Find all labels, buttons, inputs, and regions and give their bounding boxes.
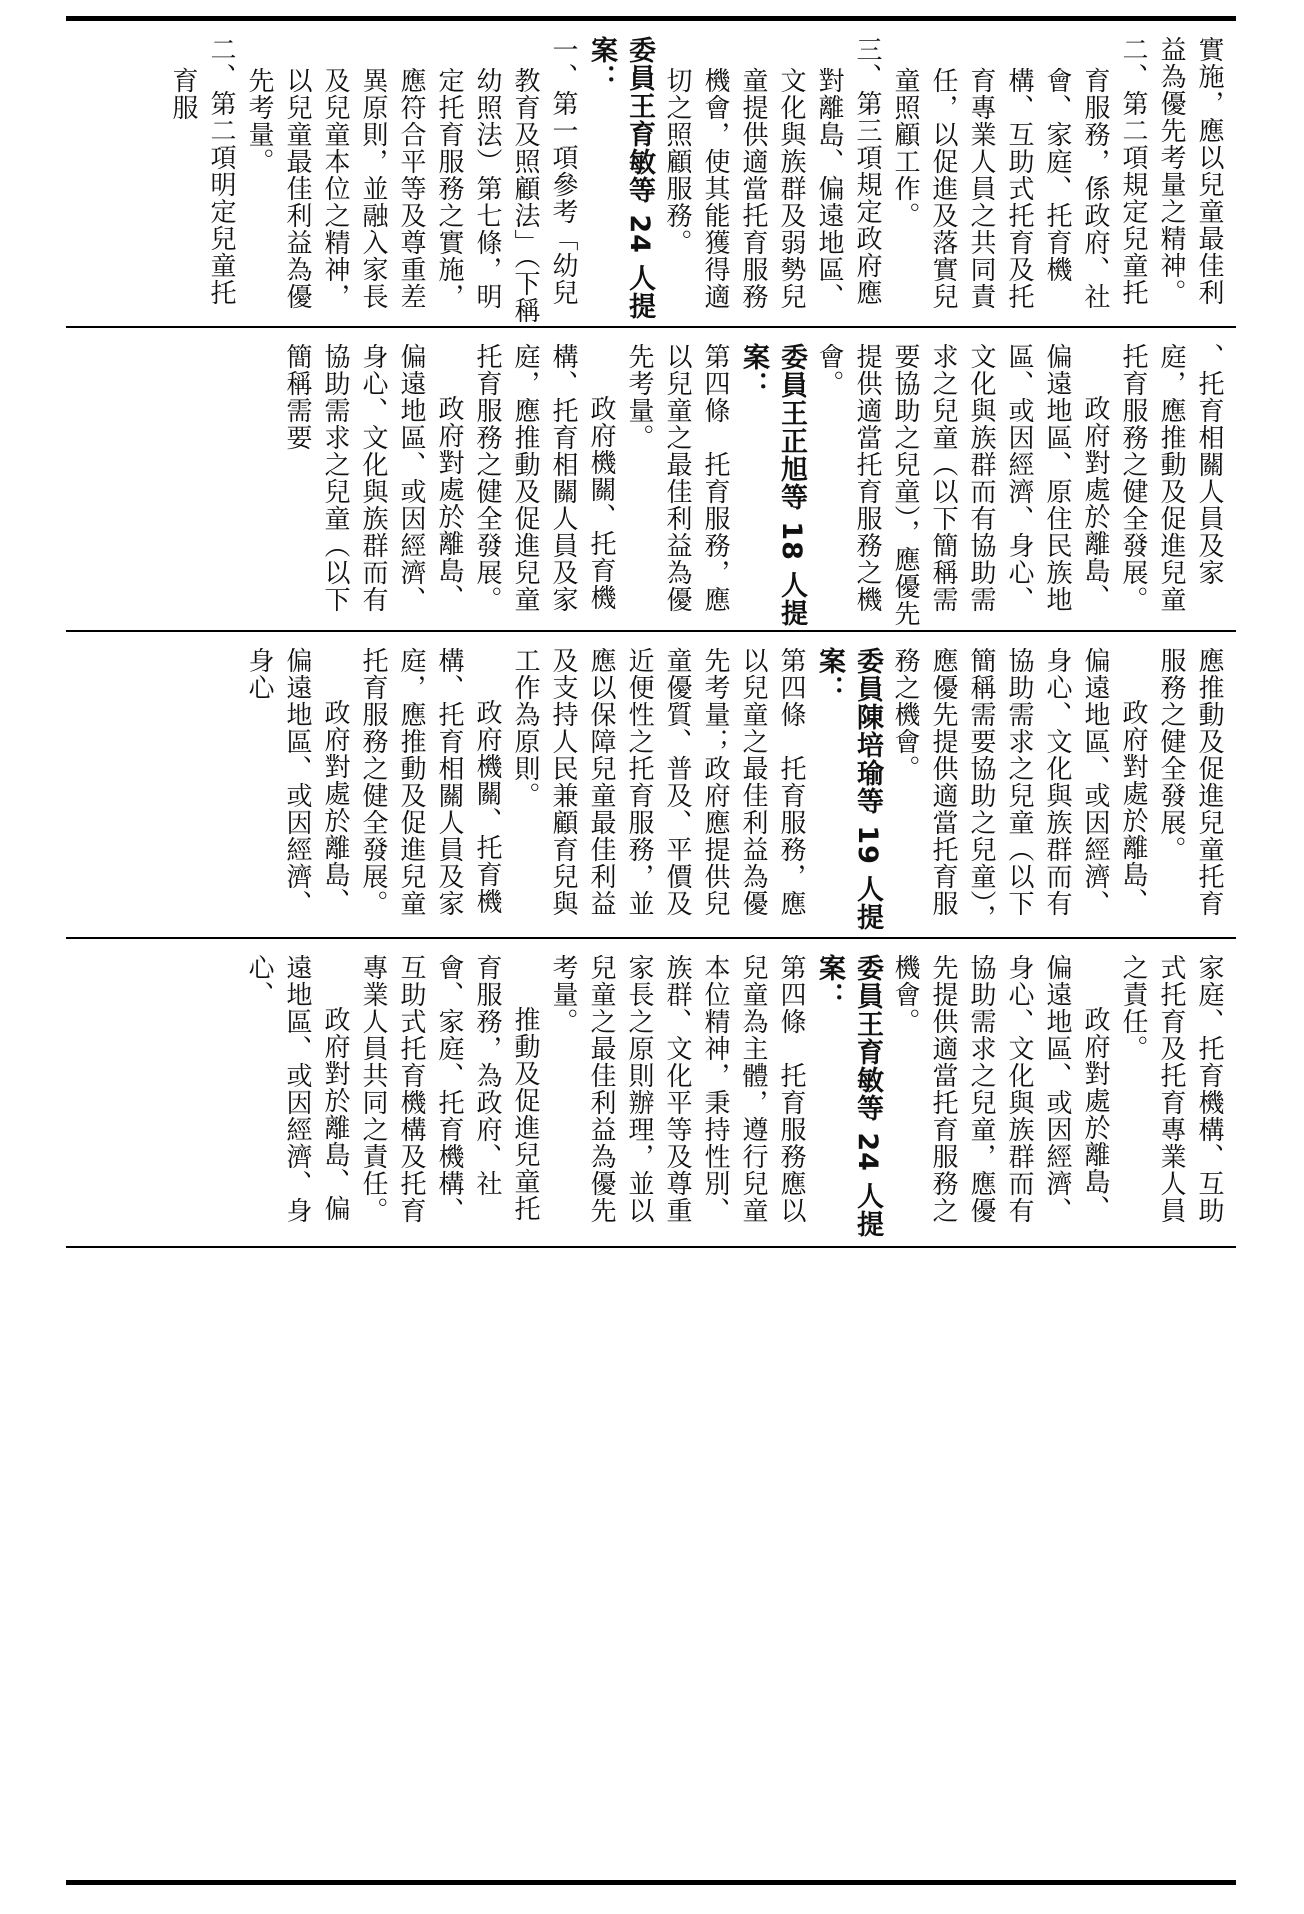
text-band-4: [66, 940, 1236, 1246]
text-band-1: [66, 22, 1236, 326]
top-rule: [66, 16, 1236, 21]
paragraph: 政府對處於離島、偏遠地區、或因經濟、身心、文化與族群而有協助需求之兒童（以下簡稱需要: [282, 343, 464, 613]
paragraph: 推動及促進兒童托育服務，為政府、社會、家庭、托育機構、互助式托育機構及托育專業人員共同之責任。: [358, 954, 540, 1224]
paragraph: 二、第二項明定兒童托育服: [168, 36, 236, 306]
paragraph: 一、第一項參考「幼兒教育及照顧法」（下稱幼照法）第七條，明定托育服務之實施，應符合平等及尊重差異原則，並融入家長及兒童本位之精神，以兒童最佳利益為優先考量。: [244, 36, 578, 325]
paragraph: 三、第三項規定政府應對離島、偏遠地區、文化與族群及弱勢兒童提供適當托育服務機會，使其能獲得適切之照顧服務。: [662, 36, 882, 311]
proposal-heading: 委員王正旭等 18 人提案：: [738, 343, 807, 628]
paragraph: 第四條 托育服務應以兒童為主體，遵行兒童本位精神，秉持性別、族群、文化平等及尊重家長之原則辦理，並以兒童之最佳利益為優先考量。: [548, 954, 806, 1224]
paragraph: 家庭、托育機構、互助式托育及托育專業人員之責任。: [1118, 954, 1224, 1224]
paragraph: 政府對於離島、偏遠地區、或因經濟、身心、: [244, 954, 350, 1224]
band-divider-4: [66, 1246, 1236, 1248]
bottom-rule: [66, 1880, 1236, 1885]
band-divider-3: [66, 937, 1236, 939]
proposal-heading: 委員王育敏等 24 人提案：: [586, 36, 655, 321]
text-band-3: [66, 633, 1236, 937]
band-divider-1: [66, 326, 1236, 328]
paragraph: 政府對處於離島、偏遠地區、原住民族地區、或因經濟、身心、文化與族群而有協助需求之兒童（以下簡稱需要協助之兒童），應優先提供適當托育服務之機會。: [814, 343, 1110, 627]
proposal-heading: 委員王育敏等 24 人提案：: [814, 954, 883, 1239]
paragraph: 實施，應以兒童最佳利益為優先考量之精神。: [1156, 36, 1224, 306]
paragraph: 政府機關、托育機構、托育相關人員及家庭，應推動及促進兒童托育服務之健全發展。: [472, 343, 616, 613]
paragraph: 第四條 托育服務，應以兒童之最佳利益為優先考量；政府應提供兒童優質、普及、平價及近便性之托育服務，並應以保障兒童最佳利益及支持人民兼顧育兒與工作為原則。: [510, 647, 806, 917]
proposal-heading: 委員陳培瑜等 19 人提案：: [814, 647, 883, 932]
band-divider-2: [66, 630, 1236, 632]
paragraph: 、托育相關人員及家庭，應推動及促進兒童托育服務之健全發展。: [1118, 343, 1224, 613]
paragraph: 政府對處於離島、偏遠地區、或因經濟、身心: [244, 647, 350, 917]
paragraph: 政府對處於離島、偏遠地區、或因經濟、身心、文化與族群而有協助需求之兒童，應優先提供適當托育服務之機會。: [890, 954, 1110, 1224]
paragraph: 二、第二項規定兒童托育服務，係政府、社會、家庭、托育機構、互助式托育及托育專業人員之共同責任，以促進及落實兒童照顧工作。: [890, 36, 1148, 311]
text-band-2: [66, 329, 1236, 630]
paragraph: 第四條 托育服務，應以兒童之最佳利益為優先考量。: [624, 343, 730, 613]
paragraph: 應推動及促進兒童托育服務之健全發展。: [1156, 647, 1224, 917]
paragraph: 政府對處於離島、偏遠地區、或因經濟、身心、文化與族群而有協助需求之兒童（以下簡稱需要協助之兒童），應優先提供適當托育服務之機會。: [890, 647, 1148, 931]
paragraph: 政府機關、托育機構、托育相關人員及家庭，應推動及促進兒童托育服務之健全發展。: [358, 647, 502, 917]
